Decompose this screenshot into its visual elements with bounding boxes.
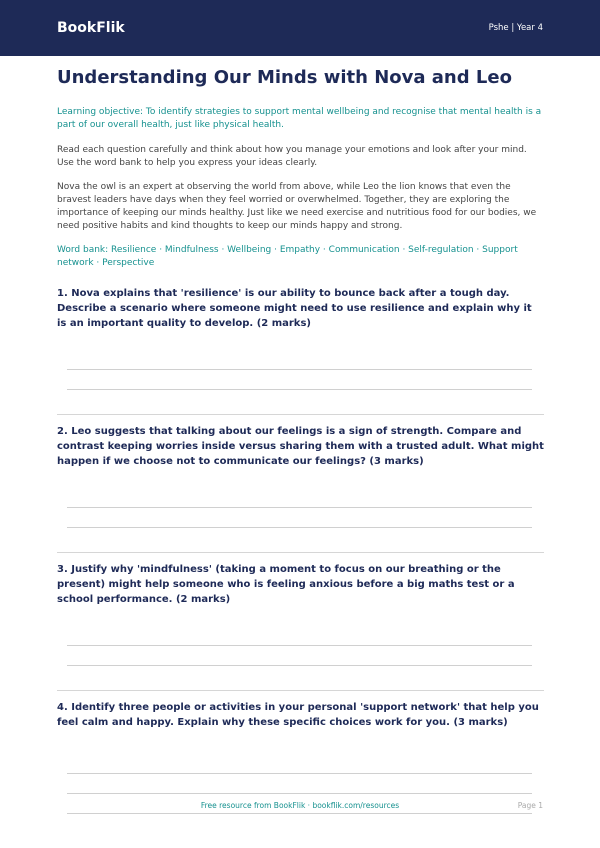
answer-line[interactable] — [67, 508, 532, 528]
word-bank: Word bank: Resilience · Mindfulness · Wellbeing · Empathy · Communication · Self-regulation · Support network · Perspective — [57, 245, 518, 268]
answer-line[interactable] — [67, 646, 532, 666]
answer-line[interactable] — [67, 350, 532, 370]
answer-area-1[interactable] — [67, 350, 532, 390]
learning-objective: Learning objective: To identify strategies to support mental wellbeing and recognise that mental health is a part of our overall health, just like physical health. — [57, 107, 542, 130]
answer-line[interactable] — [67, 626, 532, 646]
question-divider — [57, 414, 544, 415]
answer-line[interactable] — [67, 370, 532, 390]
question-block-2 — [57, 424, 544, 553]
answer-area-2[interactable] — [67, 488, 532, 528]
answer-area-3[interactable] — [67, 626, 532, 666]
instructions-text: Read each question carefully and think about how you manage your emotions and look after your mind. Use the word bank to help you express your ideas clearly. — [57, 145, 527, 168]
question-text: 4. Identify three people or activities in your personal 'support network' that help you feel calm and happy. Explain why these specific choices work for you. (3 marks) — [57, 702, 539, 728]
header-bar — [0, 0, 600, 56]
question-text: 3. Justify why 'mindfulness' (taking a moment to focus on our breathing or the present) might help someone who is feeling anxious before a big maths test or a school performance. (2 marks) — [57, 564, 515, 605]
footer-text[interactable]: Free resource from BookFlik · bookflik.com/resources — [200, 801, 400, 810]
question-divider — [57, 552, 544, 553]
question-divider — [57, 690, 544, 691]
question-text: 2. Leo suggests that talking about our feelings is a sign of strength. Compare and contrast keeping worries inside versus sharing them with a trusted adult. What might happen if we choose not to communicate our feelings? (3 marks) — [57, 426, 544, 467]
brand-logo[interactable]: BookFlik — [57, 20, 125, 36]
question-block-3 — [57, 562, 544, 691]
answer-line[interactable] — [67, 774, 532, 794]
answer-line[interactable] — [67, 754, 532, 774]
question-text: 1. Nova explains that 'resilience' is our ability to bounce back after a tough day. Describe a scenario where someone might need to use resilience and explain why it is an important quality to develop. (2 marks) — [57, 288, 532, 329]
subject-year-label: Pshe | Year 4 — [488, 23, 543, 33]
page-number: Page 1 — [517, 801, 543, 810]
question-block-1 — [57, 286, 544, 415]
question-block-4 — [57, 700, 544, 814]
page-title: Understanding Our Minds with Nova and Leo — [57, 67, 512, 88]
answer-line[interactable] — [67, 488, 532, 508]
story-text: Nova the owl is an expert at observing the world from above, while Leo the lion knows that even the bravest leaders have days when they feel worried or overwhelmed. Together, they are exploring the importance of keeping our minds healthy. Just like we need exercise and nutritious food for our bodies, we need positive habits and kind thoughts to keep our minds happy and strong. — [57, 182, 537, 231]
worksheet-content — [57, 64, 544, 814]
